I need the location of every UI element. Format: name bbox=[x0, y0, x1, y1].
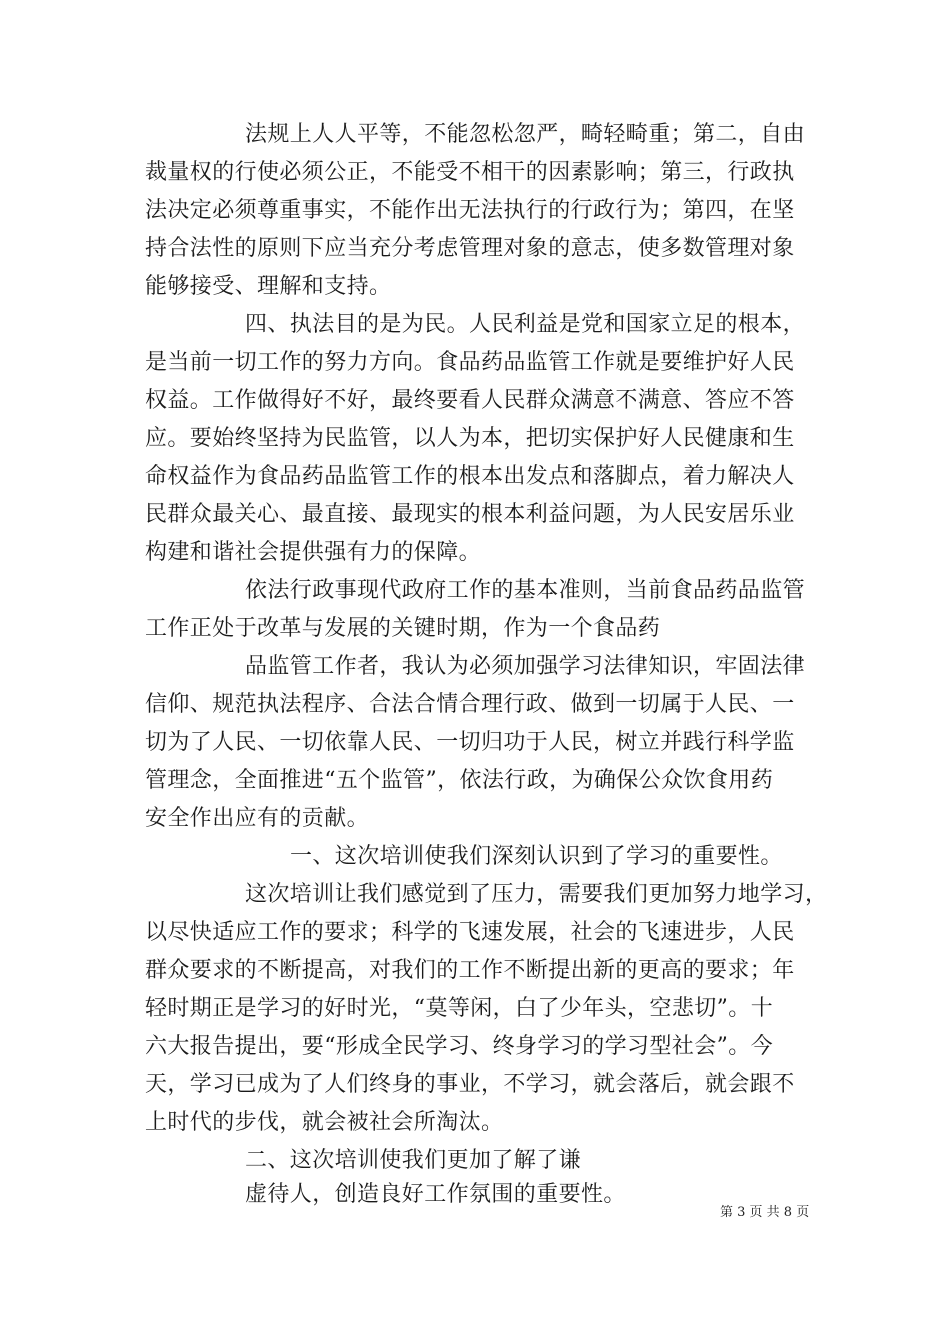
section-heading: 一、这次培训使我们深刻认识到了学习的重要性。 bbox=[290, 844, 783, 869]
text-line: 构建和谐社会提供强有力的保障。 bbox=[145, 540, 482, 565]
text-line: 以尽快适应工作的要求；科学的飞速发展，社会的飞速进步，人民 bbox=[145, 920, 795, 945]
text-line: 法规上人人平等，不能忽松忽严，畸轻畸重；第二，自由 bbox=[245, 122, 806, 147]
text-line: 轻时期正是学习的好时光，“莫等闲，白了少年头，空悲切”。十 bbox=[145, 996, 774, 1021]
text-line: 命权益作为食品药品监管工作的根本出发点和落脚点，着力解决人 bbox=[145, 464, 795, 489]
text-line: 群众要求的不断提高，对我们的工作不断提出新的更高的要求；年 bbox=[145, 958, 795, 983]
text-line: 能够接受、理解和支持。 bbox=[145, 274, 392, 299]
text-line: 依法行政事现代政府工作的基本准则，当前食品药品监管 bbox=[245, 578, 806, 603]
text-line: 切为了人民、一切依靠人民、一切归功于人民，树立并践行科学监 bbox=[145, 730, 795, 755]
text-line: 天，学习已成为了人们终身的事业，不学习，就会落后，就会跟不 bbox=[145, 1072, 795, 1097]
text-line: 裁量权的行使必须公正，不能受不相干的因素影响；第三，行政执 bbox=[145, 160, 795, 185]
text-line: 是当前一切工作的努力方向。食品药品监管工作就是要维护好人民 bbox=[145, 350, 795, 375]
text-line: 信仰、规范执法程序、合法合情合理行政、做到一切属于人民、一 bbox=[145, 692, 795, 717]
text-line: 管理念，全面推进“五个监管”，依法行政，为确保公众饮食用药 bbox=[145, 768, 774, 793]
text-line: 持合法性的原则下应当充分考虑管理对象的意志，使多数管理对象 bbox=[145, 236, 795, 261]
text-line: 民群众最关心、最直接、最现实的根本利益问题，为人民安居乐业 bbox=[145, 502, 795, 527]
page-number: 第 3 页 共 8 页 bbox=[720, 1205, 810, 1220]
text-line: 安全作出应有的贡献。 bbox=[145, 806, 370, 831]
text-line: 应。要始终坚持为民监管，以人为本，把切实保护好人民健康和生 bbox=[145, 426, 795, 451]
text-line: 上时代的步伐，就会被社会所淘汰。 bbox=[145, 1110, 504, 1135]
text-line: 这次培训让我们感觉到了压力，需要我们更加努力地学习， bbox=[245, 882, 828, 907]
text-line: 法决定必须尊重事实，不能作出无法执行的行政行为；第四，在坚 bbox=[145, 198, 795, 223]
text-line: 品监管工作者，我认为必须加强学习法律知识，牢固法律 bbox=[245, 654, 806, 679]
text-line: 权益。工作做得好不好，最终要看人民群众满意不满意、答应不答 bbox=[145, 388, 795, 413]
text-line: 六大报告提出，要“形成全民学习、终身学习的学习型社会”。今 bbox=[145, 1034, 774, 1059]
text-line: 虚待人，创造良好工作氛围的重要性。 bbox=[245, 1182, 626, 1207]
section-heading: 二、这次培训使我们更加了解了谦 bbox=[245, 1148, 582, 1173]
text-line: 工作正处于改革与发展的关键时期，作为一个食品药 bbox=[145, 616, 661, 641]
text-line: 四、执法目的是为民。人民利益是党和国家立足的根本， bbox=[245, 312, 806, 337]
